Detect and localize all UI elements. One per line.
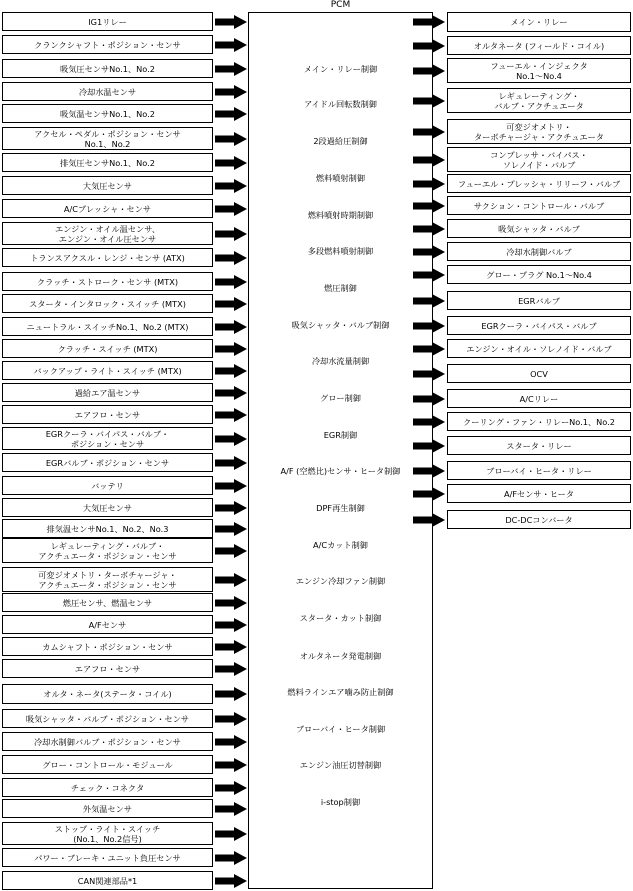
input-arrow xyxy=(215,618,247,632)
input-arrow xyxy=(215,342,247,356)
output-box: フューエル・インジェクタ No.1～No.4 xyxy=(447,58,631,83)
input-arrow xyxy=(215,781,247,795)
output-arrow xyxy=(413,94,445,108)
input-box: トランスアクスル・レンジ・センサ (ATX) xyxy=(2,248,213,267)
output-arrow xyxy=(413,199,445,213)
output-box: EGRクーラ・バイパス・バルブ xyxy=(447,316,631,335)
output-arrow xyxy=(413,342,445,356)
control-function: スタータ・カット制御 xyxy=(299,613,382,623)
output-arrow xyxy=(413,125,445,139)
control-function: エンジン油圧切替制御 xyxy=(299,760,382,770)
control-function: DPF再生制御 xyxy=(316,503,365,513)
output-box: 可変ジオメトリ・ ターボチャージャ・アクチュエータ xyxy=(447,119,631,144)
input-arrow xyxy=(215,456,247,470)
control-function: 2段過給圧制御 xyxy=(313,136,368,146)
input-arrow xyxy=(215,735,247,749)
input-arrow xyxy=(215,320,247,334)
input-box: クラッチ・スイッチ (MTX) xyxy=(2,339,213,358)
input-arrow xyxy=(215,15,247,29)
output-box: 冷却水制御バルブ xyxy=(447,242,631,261)
control-function: ブローバイ・ヒータ制御 xyxy=(295,724,386,734)
output-arrow xyxy=(413,367,445,381)
output-arrow xyxy=(413,153,445,167)
input-arrow xyxy=(215,432,247,446)
input-arrow xyxy=(215,874,247,888)
input-box: 大気圧センサ xyxy=(2,498,213,517)
control-function: 多段燃料噴射制御 xyxy=(307,246,374,256)
input-arrow xyxy=(215,132,247,146)
control-function: i-stop制御 xyxy=(320,797,361,807)
output-box: A/Cリレー xyxy=(447,389,631,408)
input-box: 冷却水制御バルブ・ポジション・センサ xyxy=(2,732,213,751)
output-box: スタータ・リレー xyxy=(447,436,631,455)
input-box: チェック・コネクタ xyxy=(2,778,213,797)
input-arrow xyxy=(215,364,247,378)
input-arrow xyxy=(215,202,247,216)
input-arrow xyxy=(215,251,247,265)
input-arrow xyxy=(215,62,247,76)
output-arrow xyxy=(413,513,445,527)
output-box: ブローバイ・ヒータ・リレー xyxy=(447,461,631,480)
input-box: 吸気シャッタ・バルブ・ポジション・センサ xyxy=(2,709,213,728)
input-arrow xyxy=(215,596,247,610)
output-box: グロー・プラグ No.1～No.4 xyxy=(447,265,631,284)
input-arrow xyxy=(215,408,247,422)
input-arrow xyxy=(215,522,247,536)
control-function: EGR制御 xyxy=(323,430,358,440)
control-function: 燃料噴射制御 xyxy=(315,173,366,183)
input-arrow xyxy=(215,851,247,865)
control-function: 燃圧制御 xyxy=(324,283,357,293)
input-box: レギュレーティング・バルブ・ アクチュエータ・ポジション・センサ xyxy=(2,538,213,563)
output-box: A/Fセンサ・ヒータ xyxy=(447,484,631,503)
output-arrow xyxy=(413,39,445,53)
output-arrow xyxy=(413,415,445,429)
input-box: バックアップ・ライト・スイッチ (MTX) xyxy=(2,361,213,380)
output-box: レギュレーティング・ バルブ・アクチュエータ xyxy=(447,88,631,113)
output-arrow xyxy=(413,64,445,78)
input-box: 燃圧センサ、燃温センサ xyxy=(2,593,213,612)
input-arrow xyxy=(215,107,247,121)
control-function: アイドル回転数制御 xyxy=(304,99,377,109)
input-arrow xyxy=(215,179,247,193)
output-box: エンジン・オイル・ソレノイド・バルブ xyxy=(447,339,631,358)
input-box: 吸気圧センサNo.1、No.2 xyxy=(2,59,213,78)
output-box: 吸気シャッタ・バルブ xyxy=(447,219,631,238)
input-arrow xyxy=(215,687,247,701)
output-box: オルタネータ (フィールド・コイル) xyxy=(447,36,631,55)
control-function: A/Cカット制御 xyxy=(313,540,368,550)
output-arrow xyxy=(413,464,445,478)
input-arrow xyxy=(215,501,247,515)
input-box: EGRクーラ・バイパス・バルブ・ ポジション・センサ xyxy=(2,427,213,450)
input-box: バッテリ xyxy=(2,476,213,495)
control-function: グロー制御 xyxy=(320,393,361,403)
output-box: OCV xyxy=(447,364,631,383)
input-box: 冷却水温センサ xyxy=(2,82,213,101)
output-arrow xyxy=(413,177,445,191)
input-box: エアフロ・センサ xyxy=(2,659,213,678)
input-arrow xyxy=(215,640,247,654)
input-arrow xyxy=(215,758,247,772)
input-box: 吸気温センサNo.1、No.2 xyxy=(2,104,213,123)
input-box: オルタ・ネータ(ステータ・コイル) xyxy=(2,684,213,704)
input-arrow xyxy=(215,662,247,676)
output-arrow xyxy=(413,268,445,282)
input-box: A/Cプレッシャ・センサ xyxy=(2,199,213,218)
input-box: CAN関連部品*1 xyxy=(2,871,213,890)
output-box: コンプレッサ・バイパス・ ソレノイド・バルブ xyxy=(447,147,631,172)
input-box: 外気温センサ xyxy=(2,799,213,818)
input-box: グロー・コントロール・モジュール xyxy=(2,755,213,774)
input-arrow xyxy=(215,38,247,52)
input-box: スタータ・インタロック・スイッチ (MTX) xyxy=(2,294,213,313)
input-arrow xyxy=(215,297,247,311)
input-box: A/Fセンサ xyxy=(2,615,213,634)
input-arrow xyxy=(215,156,247,170)
input-box: IG1リレー xyxy=(2,12,213,31)
input-box: アクセル・ペダル・ポジション・センサ No.1、No.2 xyxy=(2,127,213,150)
input-arrow xyxy=(215,573,247,587)
control-function: 燃料ラインエア噛み防止制御 xyxy=(287,687,394,697)
output-box: EGRバルブ xyxy=(447,291,631,310)
input-arrow xyxy=(215,827,247,841)
input-arrow xyxy=(215,227,247,241)
input-box: クラッチ・ストローク・センサ (MTX) xyxy=(2,272,213,291)
output-box: DC-DCコンバータ xyxy=(447,510,631,529)
input-box: 排気圧センサNo.1、No.2 xyxy=(2,153,213,172)
input-arrow xyxy=(215,386,247,400)
control-function: 吸気シャッタ・バルブ制御 xyxy=(291,320,390,330)
input-box: EGRバルブ・ポジション・センサ xyxy=(2,453,213,472)
input-box: カムシャフト・ポジション・センサ xyxy=(2,637,213,656)
input-box: 過給エア温センサ xyxy=(2,383,213,402)
input-box: クランクシャフト・ポジション・センサ xyxy=(2,35,213,54)
input-arrow xyxy=(215,712,247,726)
output-box: サクション・コントロール・バルブ xyxy=(447,196,631,215)
input-box: 排気温センサNo.1、No.2、No.3 xyxy=(2,519,213,538)
output-arrow xyxy=(413,245,445,259)
input-box: パワー・ブレーキ・ユニット負圧センサ xyxy=(2,848,213,867)
output-arrow xyxy=(413,15,445,29)
input-arrow xyxy=(215,802,247,816)
control-function: エンジン冷却ファン制御 xyxy=(295,576,386,586)
control-function: メイン・リレー制御 xyxy=(303,64,378,74)
control-function: 冷却水流量制御 xyxy=(311,356,370,366)
input-box: 大気圧センサ xyxy=(2,176,213,195)
input-arrow xyxy=(215,544,247,558)
input-arrow xyxy=(215,275,247,289)
control-function: オルタネータ発電制御 xyxy=(299,651,382,661)
output-arrow xyxy=(413,439,445,453)
control-function: A/F (空燃比)センサ・ヒータ制御 xyxy=(280,466,401,476)
input-box: エアフロ・センサ xyxy=(2,405,213,424)
input-box: ニュートラル・スイッチNo.1、No.2 (MTX) xyxy=(2,317,213,336)
input-arrow xyxy=(215,479,247,493)
input-box: 可変ジオメトリ・ターボチャージャ・ アクチュエータ・ポジション・センサ xyxy=(2,567,213,592)
input-arrow xyxy=(215,85,247,99)
output-box: メイン・リレー xyxy=(447,12,631,32)
control-function: 燃料噴射時期制御 xyxy=(307,210,374,220)
input-box: エンジン・オイル温センサ、 エンジン・オイル圧センサ xyxy=(2,222,213,245)
input-box: ストップ・ライト・スイッチ (No.1、No.2信号) xyxy=(2,822,213,845)
output-arrow xyxy=(413,222,445,236)
output-arrow xyxy=(413,487,445,501)
output-arrow xyxy=(413,319,445,333)
output-arrow xyxy=(413,392,445,406)
output-box: フューエル・プレッシャ・リリーフ・バルブ xyxy=(447,174,631,193)
output-box: クーリング・ファン・リレーNo.1、No.2 xyxy=(447,412,631,431)
output-arrow xyxy=(413,294,445,308)
pcm-title: PCM xyxy=(330,0,351,10)
